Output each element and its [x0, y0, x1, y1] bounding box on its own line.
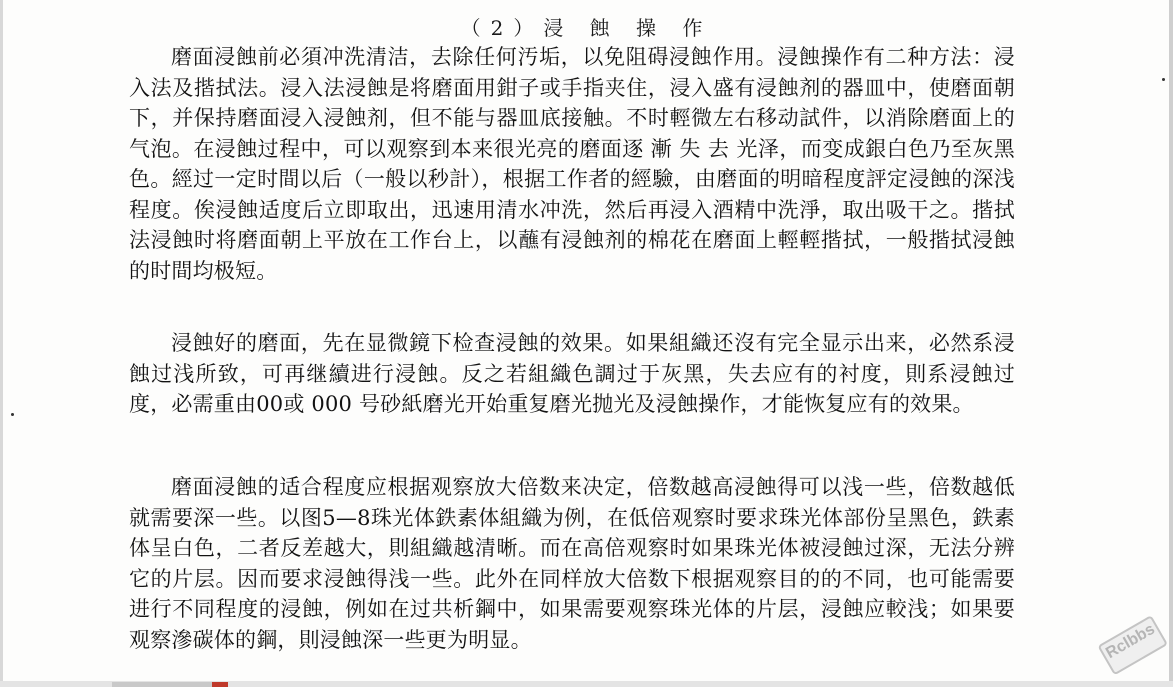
watermark-text: Rclbbs — [1103, 620, 1158, 663]
paragraph-1: 磨面浸蝕前必須冲洗清洁，去除任何汚垢，以免阻碍浸蝕作用。浸蝕操作有二种方法：浸入法及揩拭法。浸入法浸蝕是将磨面用鉗子或手指夹住，浸入盛有浸蝕剂的器皿中，使磨面朝下，并保持磨面浸入浸蝕剂，但不能与器皿底接触。不时輕微左右移动試件，以消除磨面上的气泡。在浸蝕过程中，可以观察到本来很光亮的磨面逐 漸 失 去 光泽，而变成銀白色乃至灰黑色。經过一定时間以后（一般以秒計），根据工作者的經驗，由磨面的明暗程度評定浸蝕的深浅程度。俟浸蝕适度后立即取出，迅速用清水冲洗，然后再浸入酒精中洗淨，取出吸干之。揩拭法浸蝕时将磨面朝上平放在工作台上，以蘸有浸蝕剂的棉花在磨面上輕輕揩拭，一般揩拭浸蝕的时間均极短。 — [129, 45, 1015, 283]
paragraph-3: 磨面浸蝕的适合程度应根据观察放大倍数来决定，倍数越高浸蝕得可以浅一些，倍数越低就需要深一些。以图5—8珠光体鉄素体組織为例，在低倍观察时要求珠光体部份呈黑色，鉄素体呈白色，二者反差越大，則組織越清晰。而在高倍观察时如果珠光体被浸蝕过深，无法分辨它的片层。因而要求浸蝕得浅一些。此外在同样放大倍数下根据观察目的的不同，也可能需要进行不同程度的浸蝕，例如在过共析鋼中，如果需要观察珠光体的片层，浸蝕应較浅；如果要观察滲碳体的鋼，則浸蝕深一些更为明显。 — [129, 475, 1015, 652]
scrollbar-thumb[interactable] — [112, 682, 214, 687]
left-border — [0, 0, 3, 687]
watermark-logo — [1087, 603, 1173, 693]
scan-speck — [1162, 78, 1165, 81]
paragraph-2: 浸蝕好的磨面，先在显微鏡下检查浸蝕的效果。如果組織还沒有完全显示出来，必然系浸蝕过浅所致，可再继續进行浸蝕。反之若組織色調过于灰黑，失去应有的衬度，則系浸蝕过度，必需重由00或 000 号砂紙磨光开始重复磨光抛光及浸蝕操作，才能恢复应有的效果。 — [129, 331, 1015, 416]
section-heading: （2）浸 蝕 操 作 — [460, 16, 713, 40]
scan-speck — [11, 413, 14, 416]
taskbar-indicator — [212, 682, 228, 687]
right-border — [1169, 0, 1173, 687]
